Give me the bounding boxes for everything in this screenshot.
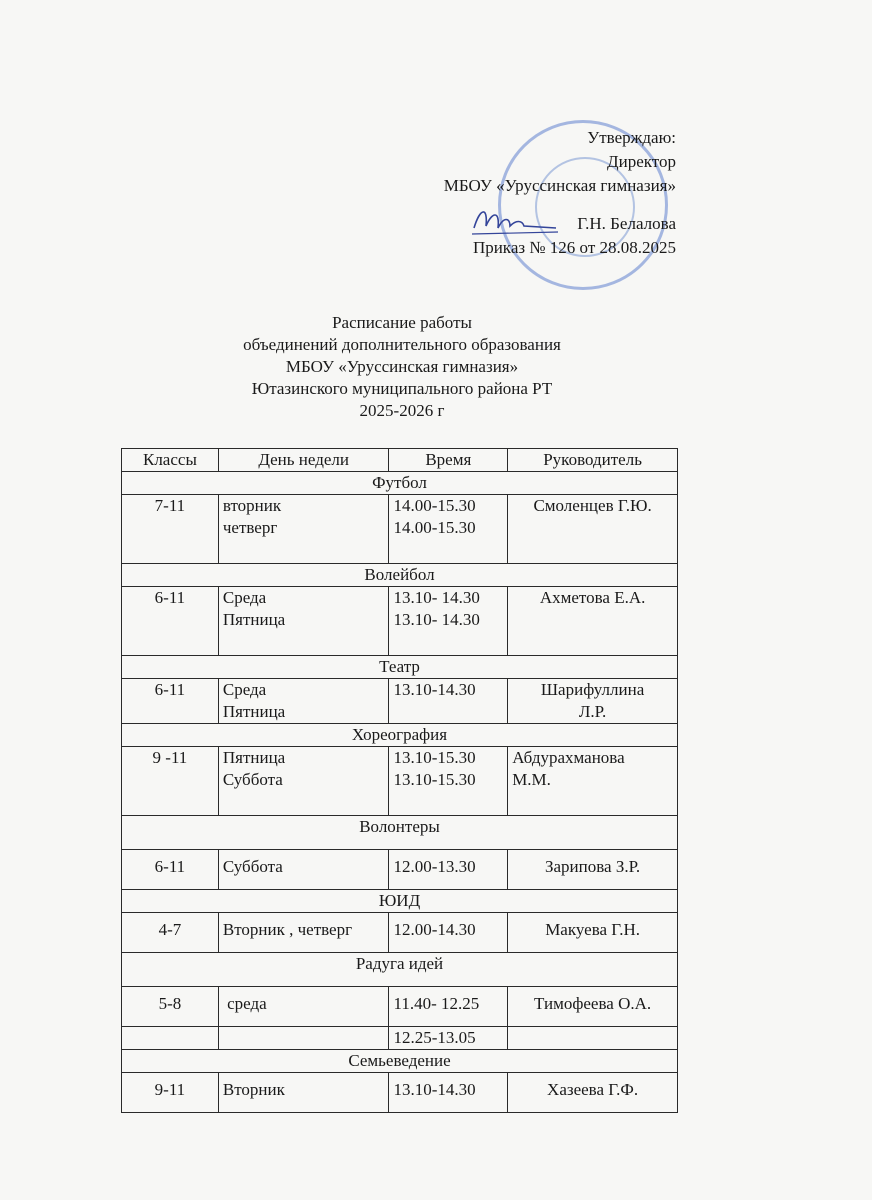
table-row xyxy=(122,587,678,656)
section-title: Волейбол xyxy=(122,564,678,587)
time-cell: 13.10-15.30 13.10-15.30 xyxy=(389,747,508,816)
leader-cell: Макуева Г.Н. xyxy=(508,913,678,953)
classes-cell xyxy=(122,1027,219,1050)
time-cell: 13.10-14.30 xyxy=(389,1073,508,1113)
classes-cell: 6-11 xyxy=(122,850,219,890)
table-row xyxy=(122,913,678,953)
time-cell: 11.40- 12.25 xyxy=(389,987,508,1027)
days-cell xyxy=(218,1027,389,1050)
days-cell: Пятница Суббота xyxy=(218,747,389,816)
time-cell: 13.10- 14.30 13.10- 14.30 xyxy=(389,587,508,656)
table-row xyxy=(122,679,678,724)
table-row xyxy=(122,1027,678,1050)
days-cell: Вторник xyxy=(218,1073,389,1113)
table-row xyxy=(122,747,678,816)
classes-cell: 9-11 xyxy=(122,1073,219,1113)
approval-block xyxy=(444,126,676,260)
column-header: Классы xyxy=(122,449,219,472)
classes-cell: 9 -11 xyxy=(122,747,219,816)
section-row xyxy=(122,564,678,587)
leader-cell: Шарифуллина Л.Р. xyxy=(508,679,678,724)
classes-cell: 6-11 xyxy=(122,587,219,656)
section-row xyxy=(122,890,678,913)
section-row xyxy=(122,1050,678,1073)
table-row xyxy=(122,1073,678,1113)
table-header-row xyxy=(122,449,678,472)
leader-cell: Зарипова З.Р. xyxy=(508,850,678,890)
title-line: 2025-2026 г xyxy=(359,401,445,420)
approval-line: МБОУ «Уруссинская гимназия» xyxy=(443,176,676,195)
column-header: День недели xyxy=(218,449,389,472)
leader-cell: Ахметова Е.А. xyxy=(508,587,678,656)
document-title xyxy=(122,312,682,422)
leader-cell: Тимофеева О.А. xyxy=(508,987,678,1027)
leader-cell xyxy=(508,1027,678,1050)
title-line: Ютазинского муниципального района РТ xyxy=(251,379,553,398)
section-title: Радуга идей xyxy=(122,953,678,987)
section-title: Волонтеры xyxy=(122,816,678,850)
section-title: Театр xyxy=(122,656,678,679)
section-title: Футбол xyxy=(122,472,678,495)
time-cell: 12.25-13.05 xyxy=(389,1027,508,1050)
leader-cell: Абдурахманова М.М. xyxy=(508,747,678,816)
days-cell: среда xyxy=(218,987,389,1027)
classes-cell: 5-8 xyxy=(122,987,219,1027)
schedule-table xyxy=(121,448,678,1113)
approval-line: Г.Н. Белалова xyxy=(577,214,676,233)
classes-cell: 7-11 xyxy=(122,495,219,564)
approval-line: Утверждаю: xyxy=(587,128,676,147)
days-cell: вторник четверг xyxy=(218,495,389,564)
leader-cell: Хазеева Г.Ф. xyxy=(508,1073,678,1113)
table-row xyxy=(122,495,678,564)
days-cell: Вторник , четверг xyxy=(218,913,389,953)
title-line: Расписание работы xyxy=(332,313,472,332)
section-row xyxy=(122,724,678,747)
approval-line: Директор xyxy=(607,152,676,171)
column-header: Руководитель xyxy=(508,449,678,472)
column-header: Время xyxy=(389,449,508,472)
days-cell: Среда Пятница xyxy=(218,679,389,724)
time-cell: 14.00-15.30 14.00-15.30 xyxy=(389,495,508,564)
days-cell: Суббота xyxy=(218,850,389,890)
approval-line: Приказ № 126 от 28.08.2025 xyxy=(472,238,676,257)
section-title: Хореография xyxy=(122,724,678,747)
time-cell: 13.10-14.30 xyxy=(389,679,508,724)
leader-cell: Смоленцев Г.Ю. xyxy=(508,495,678,564)
time-cell: 12.00-14.30 xyxy=(389,913,508,953)
title-line: МБОУ «Уруссинская гимназия» xyxy=(285,357,519,376)
classes-cell: 6-11 xyxy=(122,679,219,724)
section-title: Семьеведение xyxy=(122,1050,678,1073)
table-row xyxy=(122,987,678,1027)
section-title: ЮИД xyxy=(122,890,678,913)
section-row xyxy=(122,472,678,495)
time-cell: 12.00-13.30 xyxy=(389,850,508,890)
days-cell: Среда Пятница xyxy=(218,587,389,656)
classes-cell: 4-7 xyxy=(122,913,219,953)
table-row xyxy=(122,850,678,890)
section-row xyxy=(122,656,678,679)
section-row xyxy=(122,953,678,987)
section-row xyxy=(122,816,678,850)
title-line: объединений дополнительного образования xyxy=(243,335,561,354)
